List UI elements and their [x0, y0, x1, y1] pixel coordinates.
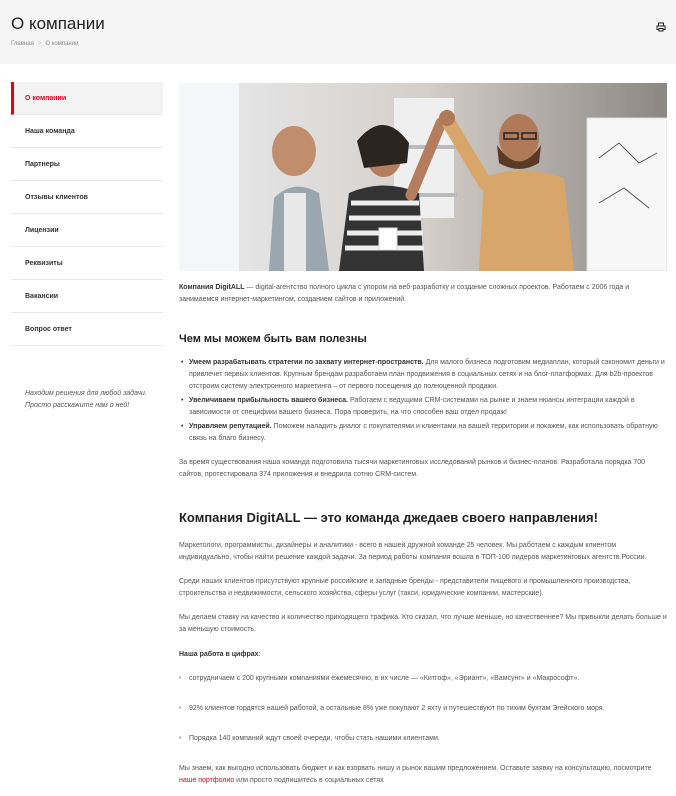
- main-content: [179, 83, 667, 787]
- benefit-title: Умеем разрабатывать стратегии по захвату интернет-пространств.: [189, 359, 424, 366]
- breadcrumb-current: О компании: [45, 41, 79, 47]
- benefit-text: Для малого бизнеса подготовим медиаплан, который сэкономит деньги и привлечет первых клиентов. Крупным брендам разработаем план продвижения в социальных сетях и на блог-платформах. Для b2b-проектов отстроим систему электронного маркетинга – от первого посещения до полноценной продажи.: [189, 359, 665, 390]
- section-heading-team: Компания DigitALL — это команда джедаев своего направления!: [179, 510, 598, 525]
- breadcrumb-separator: >: [37, 41, 42, 47]
- benefit-title: Управляем репутацией.: [189, 423, 272, 430]
- intro-paragraph: [179, 282, 667, 306]
- list-item: • Порядка 140 компаний ждут своей очереди, чтобы стать нашими клиентами.: [179, 733, 667, 745]
- benefit-title: Увеличиваем прибыльность вашего бизнеса.: [189, 397, 349, 404]
- sidebar-item-reviews[interactable]: Отзывы клиентов: [11, 181, 163, 214]
- history-paragraph: За время существования наша команда подготовила тысячи маркетинговых исследований рынков и бизнес-планов. Разработала порядка 700 сайтов, протестировала 374 приложения и внедрила сотню CRM-систем.: [179, 459, 646, 478]
- sidebar-item-vacancies[interactable]: Вакансии: [11, 280, 163, 313]
- section-heading-benefits: Чем мы можем быть вам полезны: [179, 333, 367, 345]
- numbers-title: Наша работа в цифрах: [179, 651, 259, 658]
- team-paragraph: Маркетологи, программисты, дизайнеры и аналитики - всего в нашей дружной команде 25 человек. Мы работаем с каждым клиентом индивидуально, чтобы найти решение каждой задачи. За период работы компания вошла в ТОП-100 лидеров маркетинговых агентств России.: [179, 542, 647, 561]
- closing-text-end: или просто подпишитесь в социальных сетях: [234, 777, 384, 784]
- page-header: [0, 0, 676, 64]
- sidebar: [11, 82, 163, 412]
- closing-text: Мы знаем, как выгодно использовать бюджет и как взорвать нишу и рынок вашим предложением. Оставьте заявку на консультацию, посмотрите: [179, 765, 652, 772]
- benefits-list: [179, 357, 667, 445]
- numbers-list: [179, 673, 667, 745]
- sidebar-note-line: Находим решения для любой задачи.: [25, 390, 147, 397]
- hero-image: [179, 83, 667, 271]
- numbers-colon: :: [258, 651, 261, 658]
- print-icon[interactable]: [656, 22, 666, 32]
- sidebar-item-faq[interactable]: Вопрос ответ: [11, 313, 163, 346]
- breadcrumb-home[interactable]: Главная: [11, 41, 34, 47]
- sidebar-item-about[interactable]: О компании: [11, 82, 163, 115]
- benefit-text: Поможем наладить диалог с покупателями и клиентами на вашей территории и покажем, как использовать обратную связь на благо бизнесу.: [189, 423, 658, 442]
- portfolio-link[interactable]: наше портфолио: [179, 777, 235, 784]
- closing-paragraph: [179, 763, 667, 787]
- sidebar-item-licenses[interactable]: Лицензии: [11, 214, 163, 247]
- clients-paragraph: Среди наших клиентов присутствуют крупные российские и западные бренды - представители пищевого и промышленного производства, строительства и недвижимости, сельского хозяйства, сферы услуг (такси, юридические компании, мастерские).: [179, 578, 631, 597]
- numbers-heading: [179, 649, 667, 661]
- sidebar-note-line: Просто расскажите нам о ней!: [25, 402, 130, 409]
- list-item: • сотрудничаем с 200 крупными компаниями ежемесячно, в их числе — «Китгоф», «Эриант», «Вамсунг» и «Макрософт».: [179, 673, 667, 685]
- sidebar-item-partners[interactable]: Партнеры: [11, 148, 163, 181]
- list-item: [179, 421, 667, 445]
- page-title: О компании: [11, 14, 105, 33]
- list-item: [179, 357, 667, 393]
- breadcrumb: [11, 41, 78, 47]
- hero-photo-illustration: [179, 83, 667, 271]
- benefit-text: Работаем с ведущими CRM-системами на рынке и знаем нюансы интеграции каждой в зависимости от специфики вашего бизнеса. Пора проверить, на что способен ваш отдел продаж!: [189, 397, 635, 416]
- intro-text: — digital-агентство полного цикла с упором на веб-разработку и создание сложных проектов. Работаем с 2006 года и занимаемся интернет-маркетингом, созданием сайтов и приложений.: [179, 284, 630, 303]
- sidebar-item-team[interactable]: Наша команда: [11, 115, 163, 148]
- list-item: • 92% клиентов гордятся нашей работой, а остальные 8% уже покупают 2 яхту и путешествуют по тихим бухтам Эгейского моря.: [179, 703, 667, 715]
- quality-paragraph: Мы делаем ставку на качество и количество приходящего трафика. Кто сказал, что лучше меньше, но качественнее? Мы привыкли делать больше и за меньшую стоимость.: [179, 614, 667, 633]
- sidebar-note: [11, 388, 163, 412]
- list-item: [179, 395, 667, 419]
- sidebar-item-requisites[interactable]: Реквизиты: [11, 247, 163, 280]
- intro-company-name: Компания DigitALL: [179, 284, 245, 291]
